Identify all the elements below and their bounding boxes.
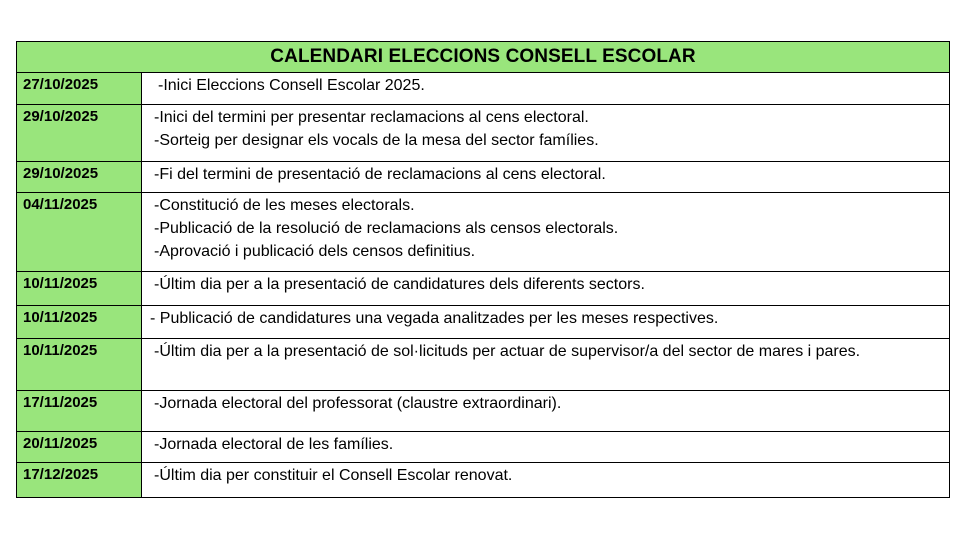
table-row xyxy=(17,463,950,498)
date-cell: 17/12/2025 xyxy=(17,463,142,498)
description-line: -Fi del termini de presentació de reclamacions al cens electoral. xyxy=(154,166,606,183)
table-row xyxy=(17,306,950,339)
description-cell xyxy=(142,73,950,105)
date-cell: 29/10/2025 xyxy=(17,162,142,193)
date-cell: 17/11/2025 xyxy=(17,391,142,432)
table-row xyxy=(17,105,950,162)
description-line: -Últim dia per a la presentació de sol·licituds per actuar de supervisor/a del sector de mares i pares. xyxy=(154,343,861,360)
table-row xyxy=(17,193,950,272)
table-row xyxy=(17,162,950,193)
description-line: -Constitució de les meses electorals. xyxy=(154,197,415,214)
description-line: -Inici Eleccions Consell Escolar 2025. xyxy=(158,77,425,94)
description-line: -Jornada electoral de les famílies. xyxy=(154,436,394,453)
description-cell xyxy=(142,391,950,432)
date-cell: 10/11/2025 xyxy=(17,272,142,306)
description-cell xyxy=(142,339,950,391)
table-row xyxy=(17,391,950,432)
date-cell: 20/11/2025 xyxy=(17,432,142,463)
title-row xyxy=(17,42,950,73)
description-line: -Publicació de la resolució de reclamacions als censos electorals. xyxy=(154,220,619,237)
calendar-title: CALENDARI ELECCIONS CONSELL ESCOLAR xyxy=(17,42,950,73)
election-calendar-table xyxy=(16,41,950,498)
description-cell xyxy=(142,272,950,306)
table-row xyxy=(17,272,950,306)
description-line: -Sorteig per designar els vocals de la mesa del sector famílies. xyxy=(154,132,599,149)
date-cell: 10/11/2025 xyxy=(17,306,142,339)
date-cell: 29/10/2025 xyxy=(17,105,142,162)
description-cell xyxy=(142,162,950,193)
description-cell xyxy=(142,463,950,498)
description-cell xyxy=(142,432,950,463)
date-cell: 27/10/2025 xyxy=(17,73,142,105)
table-row xyxy=(17,73,950,105)
description-line: - Publicació de candidatures una vegada analitzades per les meses respectives. xyxy=(150,310,719,327)
description-line: -Últim dia per constituir el Consell Escolar renovat. xyxy=(154,467,513,484)
table-row xyxy=(17,339,950,391)
description-line: -Últim dia per a la presentació de candidatures dels diferents sectors. xyxy=(154,276,645,293)
table-row xyxy=(17,432,950,463)
description-cell xyxy=(142,105,950,162)
date-cell: 04/11/2025 xyxy=(17,193,142,272)
description-cell xyxy=(142,306,950,339)
description-line: -Aprovació i publicació dels censos definitius. xyxy=(154,243,476,260)
description-cell xyxy=(142,193,950,272)
date-cell: 10/11/2025 xyxy=(17,339,142,391)
description-line: -Inici del termini per presentar reclamacions al cens electoral. xyxy=(154,109,589,126)
description-line: -Jornada electoral del professorat (claustre extraordinari). xyxy=(154,395,562,412)
